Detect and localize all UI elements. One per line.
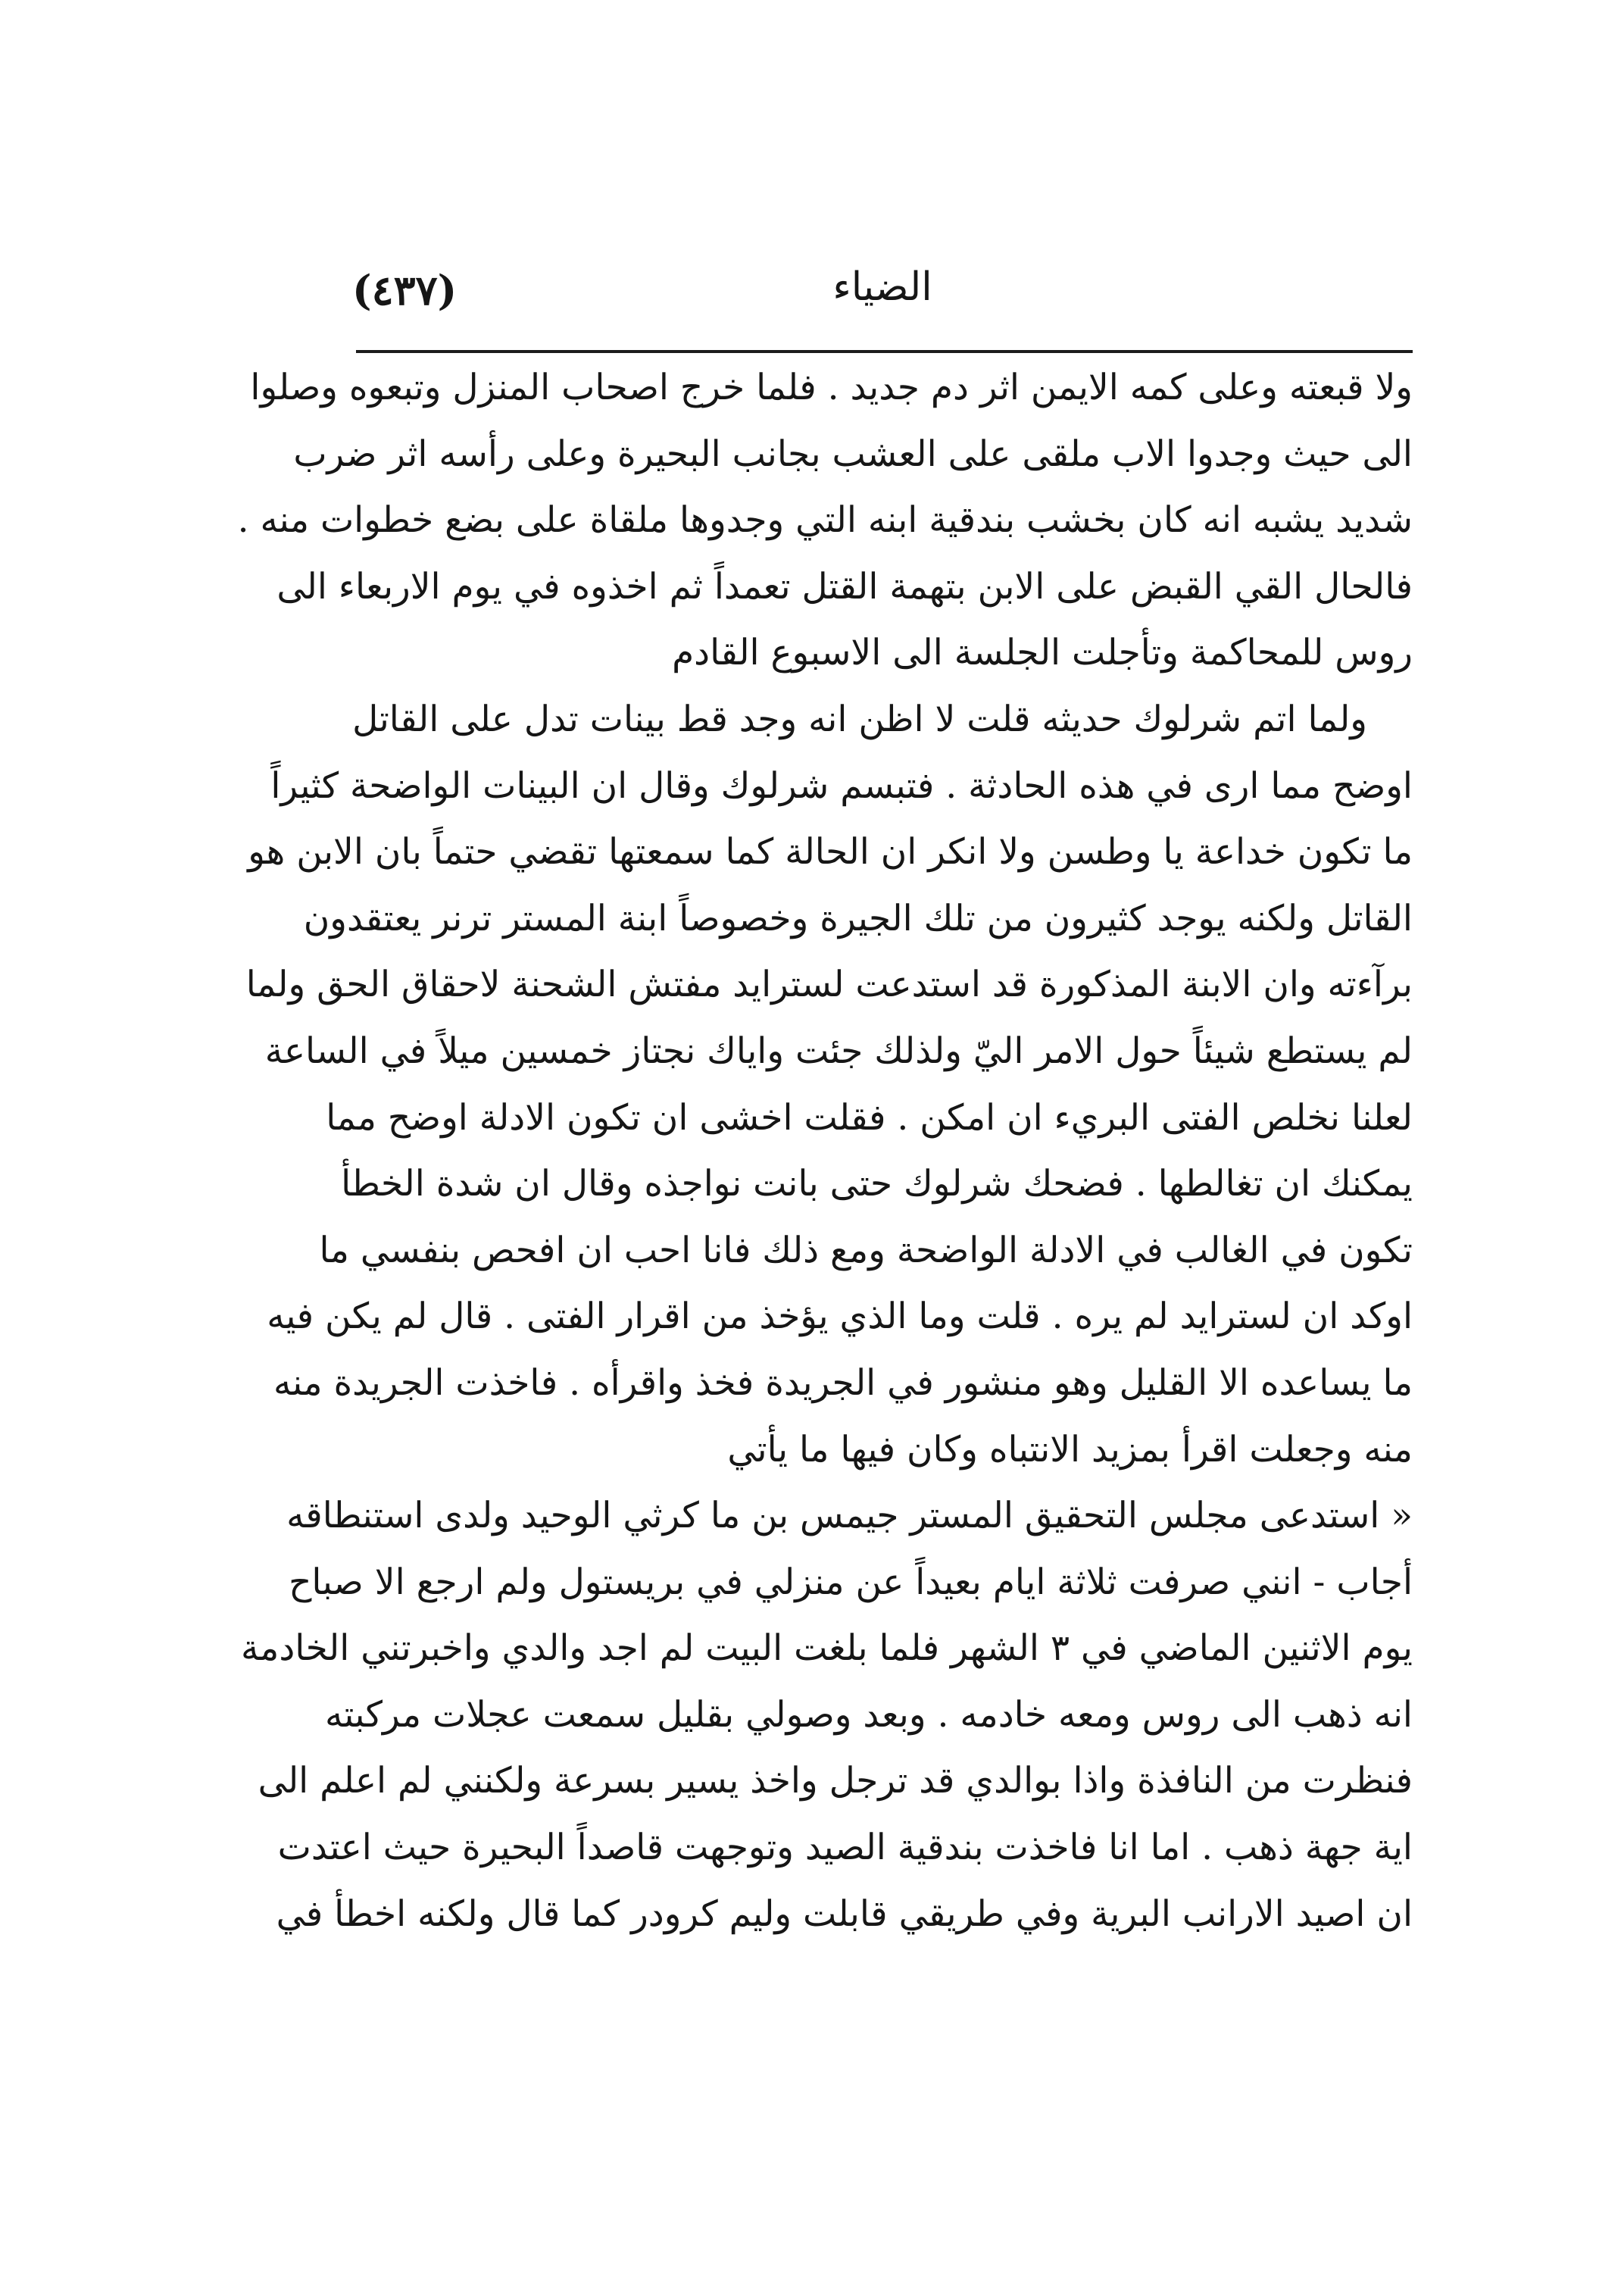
text-line: شديد يشبه انه كان بخشب بندقية ابنه التي وجدوها ملقاة على بضع خطوات منه . — [237, 499, 1413, 542]
text-line: لعلنا نخلص الفتى البريء ان امكن . فقلت اخشى ان تكون الادلة اوضح مما — [326, 1096, 1413, 1139]
text-line: ما يساعده الا القليل وهو منشور في الجريدة فخذ واقرأه . فاخذت الجريدة منه — [273, 1361, 1413, 1404]
text-line: انه ذهب الى روس ومعه خادمه . وبعد وصولي بقليل سمعت عجلات مركبته — [325, 1693, 1413, 1736]
running-title: الضياء — [832, 264, 932, 310]
text-line: برآءته وان الابنة المذكورة قد استدعت لسترايد مفتش الشحنة لاحقاق الحق ولما — [245, 964, 1413, 1006]
text-line: ما تكون خداعة يا وطسن ولا انكر ان الحالة كما سمعتها تقضي حتماً بان الابن هو — [248, 831, 1413, 874]
text-line: القاتل ولكنه يوجد كثيرون من تلك الجيرة وخصوصاً ابنة المستر ترنر يعتقدون — [303, 897, 1413, 939]
text-line: يوم الاثنين الماضي في ٣ الشهر فلما بلغت البيت لم اجد والدي واخبرتني الخادمة — [240, 1627, 1413, 1670]
text-line: ولا قبعته وعلى كمه الايمن اثر دم جديد . فلما خرج اصحاب المنزل وتبعوه وصلوا — [250, 367, 1413, 408]
text-line: تكون في الغالب في الادلة الواضحة ومع ذلك فانا احب ان افحص بنفسي ما — [319, 1229, 1413, 1271]
text-line: فنظرت من النافذة واذا بوالدي قد ترجل واخذ يسير بسرعة ولكنني لم اعلم الى — [258, 1760, 1413, 1802]
text-line: روس للمحاكمة وتأجلت الجلسة الى الاسبوع القادم — [672, 632, 1413, 674]
page-header — [352, 261, 1413, 345]
text-line: اوكد ان لسترايد لم يره . قلت وما الذي يؤخذ من اقرار الفتى . قال لم يكن فيه — [267, 1296, 1413, 1338]
text-line: يمكنك ان تغالطها . فضحك شرلوك حتى بانت نواجذه وقال ان شدة الخطأ — [341, 1163, 1413, 1205]
text-line: ولما اتم شرلوك حديثه قلت لا اظن انه وجد قط بينات تدل على القاتل — [352, 698, 1367, 740]
text-line: لم يستطع شيئاً حول الامر اليّ ولذلك جئت واياك نجتاز خمسين ميلاً في الساعة — [264, 1030, 1413, 1072]
text-line: منه وجعلت اقرأ بمزيد الانتباه وكان فيها ما يأتي — [727, 1428, 1413, 1471]
text-line: فالحال القي القبض على الابن بتهمة القتل تعمداً ثم اخذوه في يوم الاربعاء الى — [276, 565, 1413, 608]
text-line: أجاب - انني صرفت ثلاثة ايام بعيداً عن منزلي في بريستول ولم ارجع الا صباح — [289, 1561, 1413, 1603]
header-rule — [356, 350, 1413, 353]
body-text — [237, 355, 1413, 1947]
text-line: « استدعى مجلس التحقيق المستر جيمس بن ما كرثي الوحيد ولدى استنطاقه — [286, 1495, 1413, 1537]
text-line: اوضح مما ارى في هذه الحادثة . فتبسم شرلوك وقال ان البينات الواضحة كثيراً — [270, 764, 1413, 807]
text-line: ان اصيد الارانب البرية وفي طريقي قابلت وليم كرودر كما قال ولكنه اخطأ في — [276, 1892, 1413, 1935]
page-number: (٤٣٧) — [352, 266, 458, 314]
text-line: اية جهة ذهب . اما انا فاخذت بندقية الصيد وتوجهت قاصداً البحيرة حيث اعتدت — [277, 1827, 1413, 1869]
text-line: الى حيث وجدوا الاب ملقى على العشب بجانب البحيرة وعلى رأسه اثر ضرب — [293, 433, 1413, 475]
